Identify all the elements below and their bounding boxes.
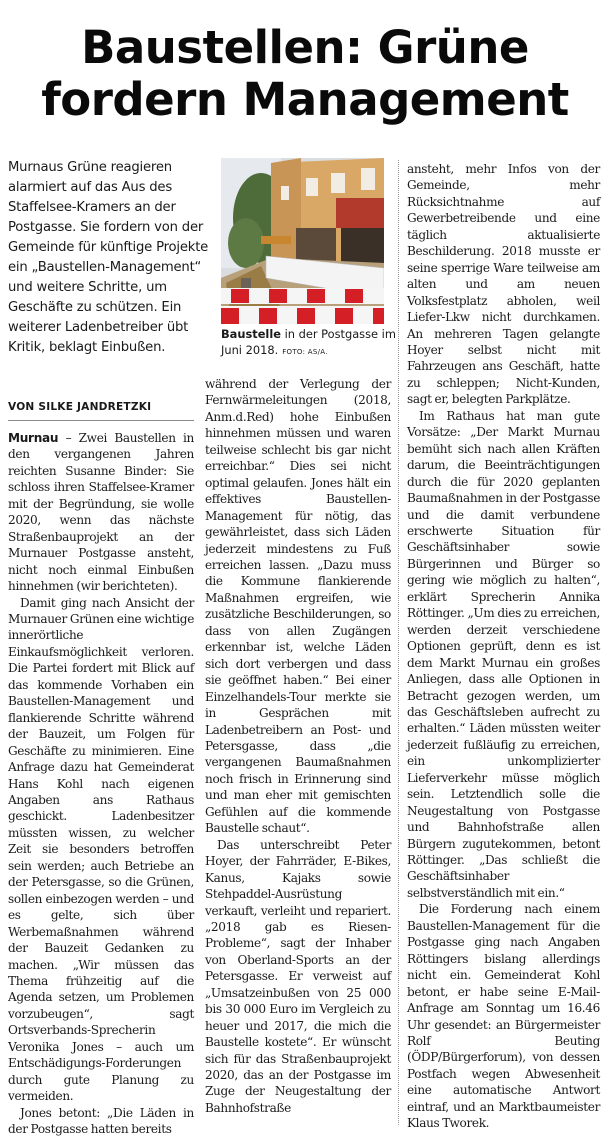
column-separator bbox=[398, 160, 399, 1125]
photo-caption bbox=[221, 326, 396, 360]
paragraph: Im Rathaus hat man gute Vorsätze: „Der Markt Murnau bemüht sich nach allen Kräften darum, die Beeinträchtigungen durch die für 2020 geplanten Baumaßnahmen in der Postgasse und die damit verbundene erschwerte Situation für Geschäftsinhaber sowie Bürgerinnen und Bürger so gering wie möglich zu halten“, erklärt Sprecherin Annika Röttinger. „Um dies zu erreichen, werden derzeit verschiedene Optionen geprüft, denn es ist dem Markt Murnau ein großes Anliegen, dass alle Optionen in Betracht gezogen werden, um das Geschäftsleben aufrecht zu erhalten.“ Läden müssten weiter jederzeit fußläufig zu erreichen, ein unkomplizierter Lieferverkehr müsse möglich sein. Letztendlich solle die Neugestaltung von Postgasse und Bahnhofstraße allen Bürgern zugutekommen, betont Röttinger. „Das schließt die Geschäftsinhaber selbstverständlich mit ein.“ bbox=[407, 408, 600, 900]
paragraph: Jones betont: „Die Läden in der Postgasse hatten bereits bbox=[8, 1105, 194, 1137]
caption-bold: Baustelle bbox=[221, 327, 281, 341]
paragraph: ansteht, mehr Infos von der Gemeinde, mehr Rücksichtnahme auf Gewerbetreibende und eine täglich aktualisierte Beschilderung. 2018 musste er seine sperrige Ware teilweise am alten und am neuen Volksfestplatz abholen, weil Liefer-Lkw nicht durchkamen. An mehreren Tagen gelangte Hoyer selbst nicht mit Fahrzeugen ans Geschäft, hatte zu schleppen; Nicht-Kunden, sagt er, belegten Parkplätze. bbox=[407, 162, 600, 407]
photo-credit: FOTO: AS/A. bbox=[282, 348, 328, 356]
construction-site-photo bbox=[221, 158, 384, 324]
paragraph: Die Forderung nach einem Baustellen-Management für die Postgasse ging nach Angaben Röttingers bislang allerdings nicht ein. Gemeinderat Kohl betont, er habe seine E-Mail-Anfrage am Sonntag um 16.46 Uhr gesendet: an Bürgermeister Rolf Beuting (ÖDP/Bürgerforum), von dessen Postfach wegen Abwesenheit eine automatische Antwort eintraf, und an Marktbaumeister Klaus Tworek. bbox=[407, 902, 600, 1131]
headline: Baustellen: Grüne fordern Management bbox=[41, 21, 569, 126]
paragraph: Damit ging nach Ansicht der Murnauer Grünen eine wichtige innerörtliche Einkaufsmöglichkeit verloren. Die Partei fordert mit Blick auf das kommende Vorhaben ein Baustellen-Management und flankierende Schritte während der Bauzeit, um Folgen für Geschäfte zu minimieren. Eine Anfrage dazu hat Gemeinderat Hans Kohl nach eigenen Angaben ans Rathaus geschickt. Ladenbesitzer müssten wissen, zu welcher Zeit sie besonders betroffen sein werden; auch Betriebe an der Petersgasse, so die Grünen, sollen einbezogen werden – und es gelte, sich über Werbemaßnahmen während der Bauzeit Gedanken zu machen. „Wir müssen das Thema frühzeitig auf die Agenda setzen, um Problemen vorzubeugen“, sagt Ortsverbands-Sprecherin Veronika Jones – auch um Entschädigungs-Forderungen durch gute Planung zu vermeiden. bbox=[8, 595, 194, 1104]
article-column-1 bbox=[8, 430, 194, 1137]
photo-illustration bbox=[221, 158, 384, 324]
paragraph: während der Verlegung der Fernwärmeleitungen (2018, Anm.d.Red) hohe Einbußen hinnehmen müssen und waren teilweise schlecht bis gar nicht erreichbar.“ Dies sei nicht optimal gelaufen. Jones hält ein effektives Baustellen-Management für nötig, das gewährleistet, dass sich Läden jederzeit mindestens zu Fuß erreichen lassen. „Dazu muss die Kommune flankierende Maßnahmen ergreifen, wie zusätzliche Beschilderungen, so dass von allen Zugängen erkennbar ist, welche Läden sich dort verbergen und dass sie geöffnet haben.“ Bei einer Einzelhandels-Tour merkte sie in Gesprächen mit Ladenbetreibern an Post- und Petersgasse, dass „die vergangenen Baumaßnahmen noch frisch in Erinnerung sind und man eher mit gemischten Gefühlen auf die kommende Baustelle schaut“. bbox=[205, 377, 391, 836]
byline: VON SILKE JANDRETZKI bbox=[8, 400, 194, 421]
article-column-3 bbox=[407, 161, 600, 1132]
dateline: Murnau bbox=[8, 431, 59, 445]
paragraph: Das unterschreibt Peter Hoyer, der Fahrräder, E-Bikes, Kanus, Kajaks sowie Stehpaddel-Ausrüstung verkauft, verleiht und repariert. „2018 gab es Riesen-Probleme“, sagt der Inhaber von Oberland-Sports an der Petersgasse. Er verweist auf „Umsatzeinbußen von 25 000 bis 30 000 Euro im Vergleich zu heuer und 2017, die mich die Baustelle kostete“. Er wünscht sich für das Straßenbauprojekt 2020, das an der Postgasse im Zuge der Neugestaltung der Bahnhofstraße bbox=[205, 837, 391, 1115]
article-column-2 bbox=[205, 376, 391, 1116]
teaser: Murnaus Grüne reagieren alarmiert auf das Aus des Staffelsee-Kramers an der Postgasse. Sie fordern von der Gemeinde für künftige Projekte ein „Baustellen-Management“ und weitere Schritte, um Geschäfte zu schützen. Ein weiterer Ladenbetreiber übt Kritik, beklagt Einbußen. bbox=[8, 160, 209, 355]
paragraph-text: – Zwei Baustellen in den vergangenen Jahren reichten Susanne Binder: Sie schloss ihren Staffelsee-Kramer mit der Begründung, sie wolle 2020, wenn das nächste Straßenbauprojekt an der Murnauer Postgasse ansteht, nicht noch einmal Einbußen hinnehmen (wir berichteten). bbox=[8, 431, 194, 594]
paragraph bbox=[8, 430, 194, 595]
caption-text: in der Postgasse im Juni 2018. bbox=[221, 327, 396, 357]
